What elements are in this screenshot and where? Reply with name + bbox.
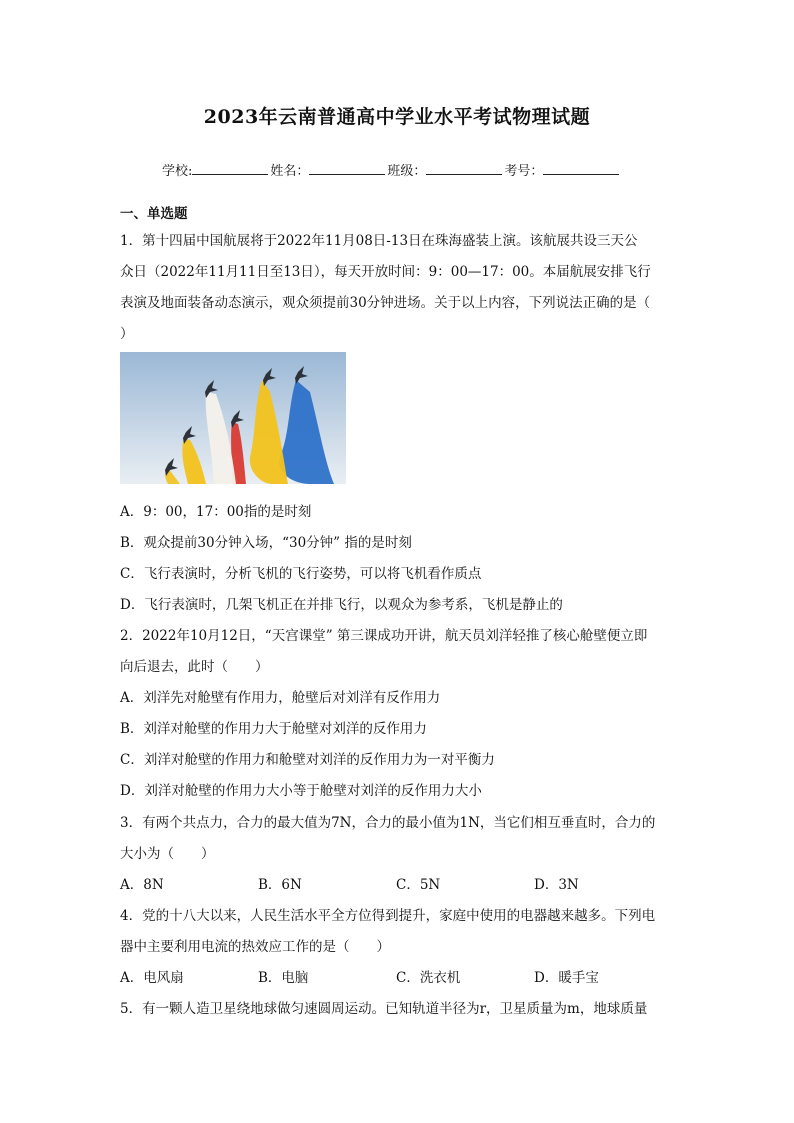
q1-option-c: C．飞行表演时，分析飞机的飞行姿势，可以将飞机看作质点 <box>120 566 482 582</box>
q3-option-b: B．6N <box>258 877 302 893</box>
info-label-school: 学校: <box>162 164 193 179</box>
q4-line: 4．党的十八大以来，人民生活水平全方位得到提升，家庭中使用的电器越来越多。下列电 <box>120 908 656 924</box>
q4-option-c: C．洗衣机 <box>396 970 461 986</box>
q4-options-row <box>120 966 680 984</box>
q4-option-a: A．电风扇 <box>120 970 184 986</box>
q2-option-b: B．刘洋对舱壁的作用力大于舱壁对刘洋的反作用力 <box>120 721 427 737</box>
q3-line: 3．有两个共点力，合力的最大值为7N，合力的最小值为1N，当它们相互垂直时，合力的 <box>120 815 656 831</box>
page-title: 2023年云南普通高中学业水平考试物理试题 <box>203 106 591 128</box>
airshow-photo <box>120 352 346 484</box>
student-info-row <box>162 160 621 179</box>
q1-line: 1．第十四届中国航展将于2022年11月08日-13日在珠海盛装上演。该航展共设三天公 <box>120 233 638 249</box>
q3-option-c: C．5N <box>396 877 441 893</box>
info-label-class: 班级： <box>387 164 427 179</box>
q3-option-a: A．8N <box>120 877 164 893</box>
q3-option-d: D．3N <box>534 877 579 893</box>
q2-line: 向后退去，此时（ ） <box>120 659 269 675</box>
q4-line: 器中主要利用电流的热效应工作的是（ ） <box>120 939 390 955</box>
class-blank <box>426 162 502 175</box>
q1-option-d: D．飞行表演时，几架飞机正在并排飞行，以观众为参考系，飞机是静止的 <box>120 597 563 613</box>
airshow-jets-icon <box>120 352 346 484</box>
q5-line: 5．有一颗人造卫星绕地球做匀速圆周运动。已知轨道半径为r，卫星质量为m，地球质量 <box>120 1001 648 1017</box>
number-blank <box>543 162 619 175</box>
q1-line: 表演及地面装备动态演示，观众须提前30分钟进场。关于以上内容，下列说法正确的是（ <box>120 295 651 311</box>
q2-option-a: A．刘洋先对舱壁有作用力，舱壁后对刘洋有反作用力 <box>120 690 441 706</box>
name-blank <box>309 162 385 175</box>
q3-line: 大小为（ ） <box>120 846 215 862</box>
info-label-number: 考号： <box>504 164 544 179</box>
q3-options-row <box>120 873 680 891</box>
info-label-name: 姓名： <box>270 164 310 179</box>
q4-option-b: B．电脑 <box>258 970 309 986</box>
section-heading: 一、单选题 <box>120 206 188 222</box>
q2-line: 2．2022年10月12日，“天宫课堂” 第三课成功开讲，航天员刘洋轻推了核心舱壁便立即 <box>120 628 648 644</box>
q4-option-d: D．暖手宝 <box>534 970 599 986</box>
q1-option-b: B．观众提前30分钟入场，“30分钟” 指的是时刻 <box>120 535 412 551</box>
q2-option-d: D．刘洋对舱壁的作用力大小等于舱壁对刘洋的反作用力大小 <box>120 783 482 799</box>
q2-option-c: C．刘洋对舱壁的作用力和舱壁对刘洋的反作用力为一对平衡力 <box>120 752 495 768</box>
q1-option-a: A．9：00，17：00指的是时刻 <box>120 504 312 520</box>
q1-line: 众日（2022年11月11日至13日），每天开放时间：9：00—17：00。本届航展安排飞行 <box>120 264 651 280</box>
q1-line: ） <box>120 326 134 342</box>
school-blank <box>192 162 268 175</box>
